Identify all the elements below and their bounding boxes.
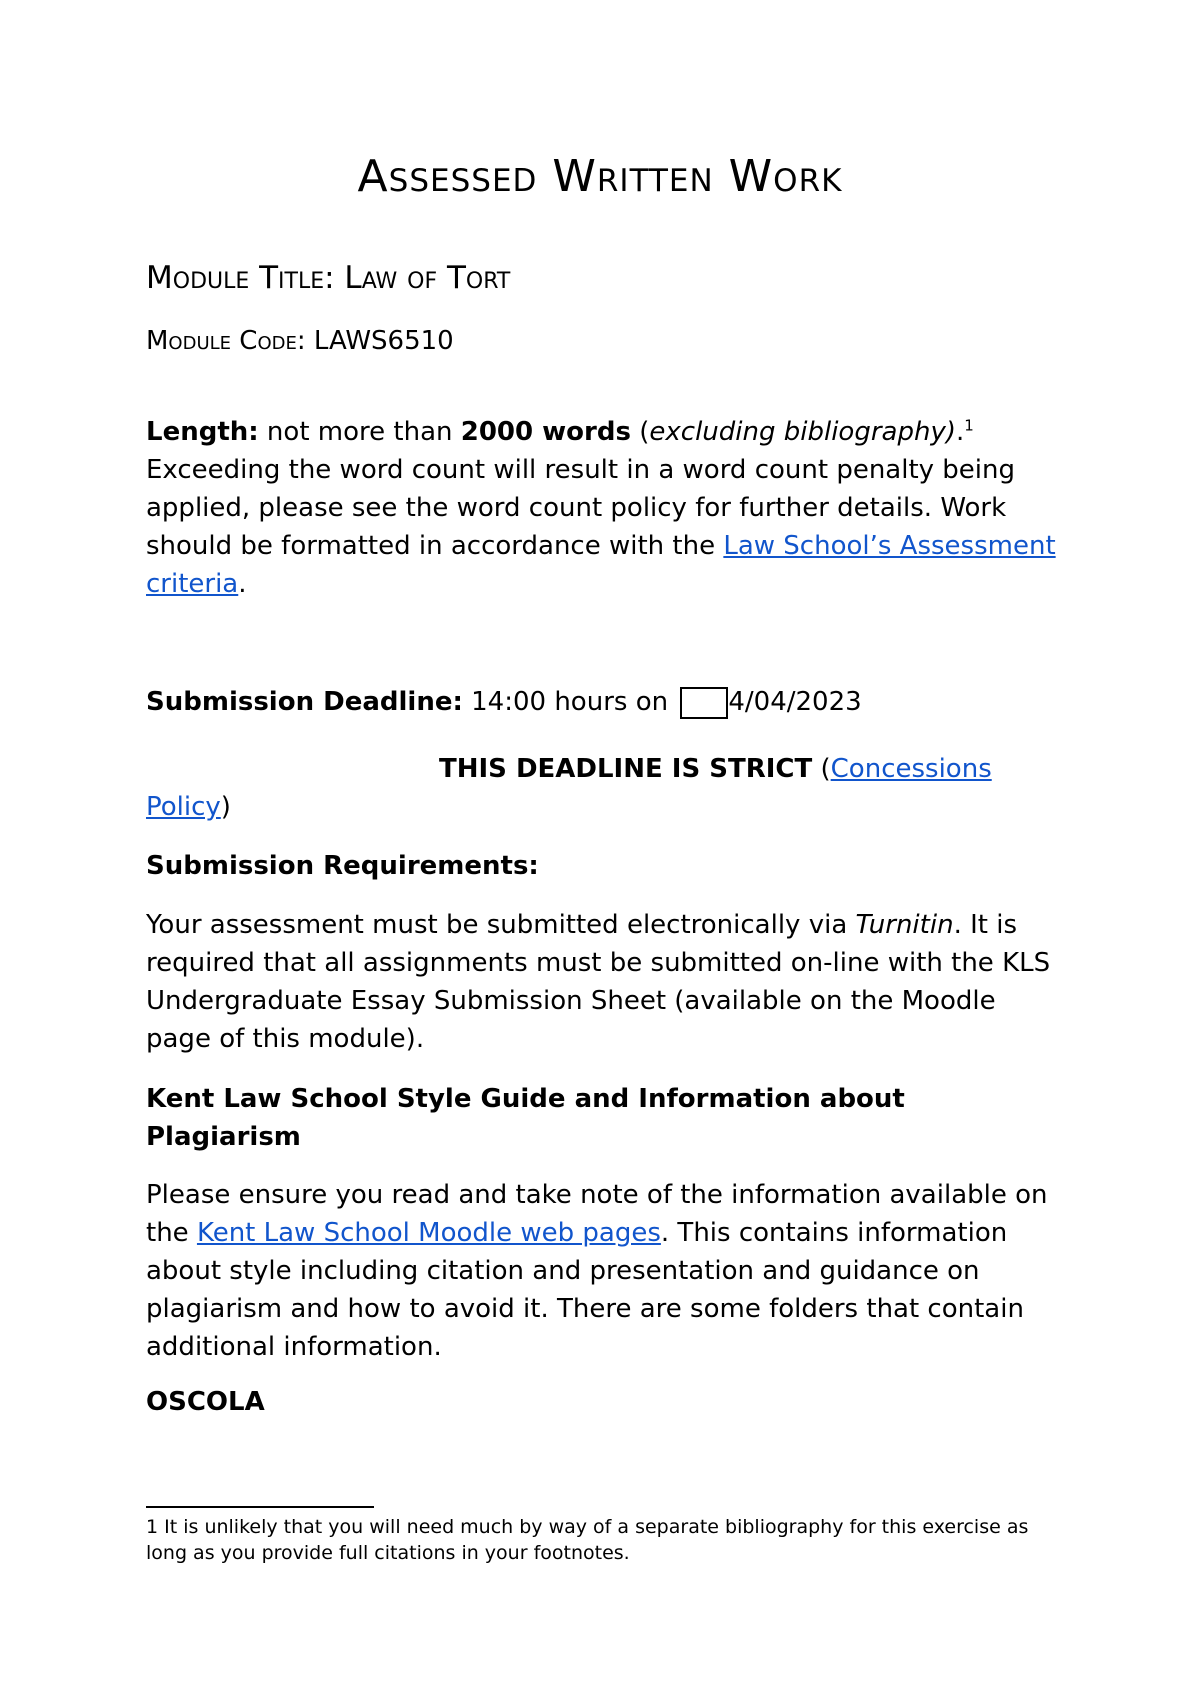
submission-requirements-heading: Submission Requirements: [146,851,539,881]
turnitin-text: Turnitin [855,910,954,940]
strict-open-paren: ( [812,754,831,784]
document-title: Assessed Written Work [357,151,843,202]
deadline-text: 14:00 hours on [462,687,677,717]
footnote-separator [146,1506,374,1508]
length-text-3: . [955,417,965,447]
style-guide-paragraph [146,1176,1066,1366]
deadline-line [146,683,1066,721]
length-text-4: Exceeding the word count will result in a word count penalty being applied, please see the word count policy for further details. Work should be formatted in accordance with the [146,455,1016,561]
footnote-text: It is unlikely that you will need much by way of a separate bibliography for this exercise as long as you provide full citations in your footnotes. [146,1516,1029,1564]
module-title: Module Title: Law of Tort [146,260,511,296]
module-code [146,324,454,358]
footnote-number: 1 [146,1516,159,1538]
strict-deadline-paragraph [146,750,1066,826]
style-guide-heading: Kent Law School Style Guide and Information about Plagiarism [146,1084,905,1152]
oscola-heading: OSCOLA [146,1387,265,1417]
length-text-5: . [238,569,247,599]
length-label: Length: [146,417,259,447]
length-paragraph [146,413,1066,603]
moodle-pages-link[interactable]: Kent Law School Moodle web pages [196,1218,661,1248]
style-guide-text-2: . This contains information about style including citation and presentation and guidance on plagiarism and how to avoid it. There are some folders that contain additional information. [146,1218,1024,1362]
length-words: 2000 words [460,417,631,447]
strict-close-paren: ) [220,792,231,822]
concessions-policy-link[interactable]: Concessions Policy [146,754,992,822]
length-text-1: not more than [258,417,461,447]
date-field-box[interactable] [680,687,728,719]
assessment-criteria-link[interactable]: Law School’s Assessment criteria [146,531,1056,599]
submission-requirements-paragraph [146,906,1066,1058]
strict-deadline-text: THIS DEADLINE IS STRICT [439,754,813,784]
footnote [146,1514,1066,1566]
length-excluding: excluding bibliography) [649,417,956,447]
requirements-text-1: Your assessment must be submitted electronically via [146,910,856,940]
footnote-reference[interactable]: 1 [964,416,974,435]
deadline-date: 4/04/2023 [728,687,862,717]
length-text-2: ( [630,417,650,447]
requirements-text-2: . It is required that all assignments must be submitted on-line with the KLS Undergraduate Essay Submission Sheet (available on the Moodle page of this module). [146,910,1051,1054]
deadline-label: Submission Deadline: [146,687,463,717]
style-guide-text-1: Please ensure you read and take note of the information available on the [146,1180,1048,1248]
module-code-value: LAWS6510 [313,326,454,356]
module-code-label: Module Code: [146,326,306,356]
